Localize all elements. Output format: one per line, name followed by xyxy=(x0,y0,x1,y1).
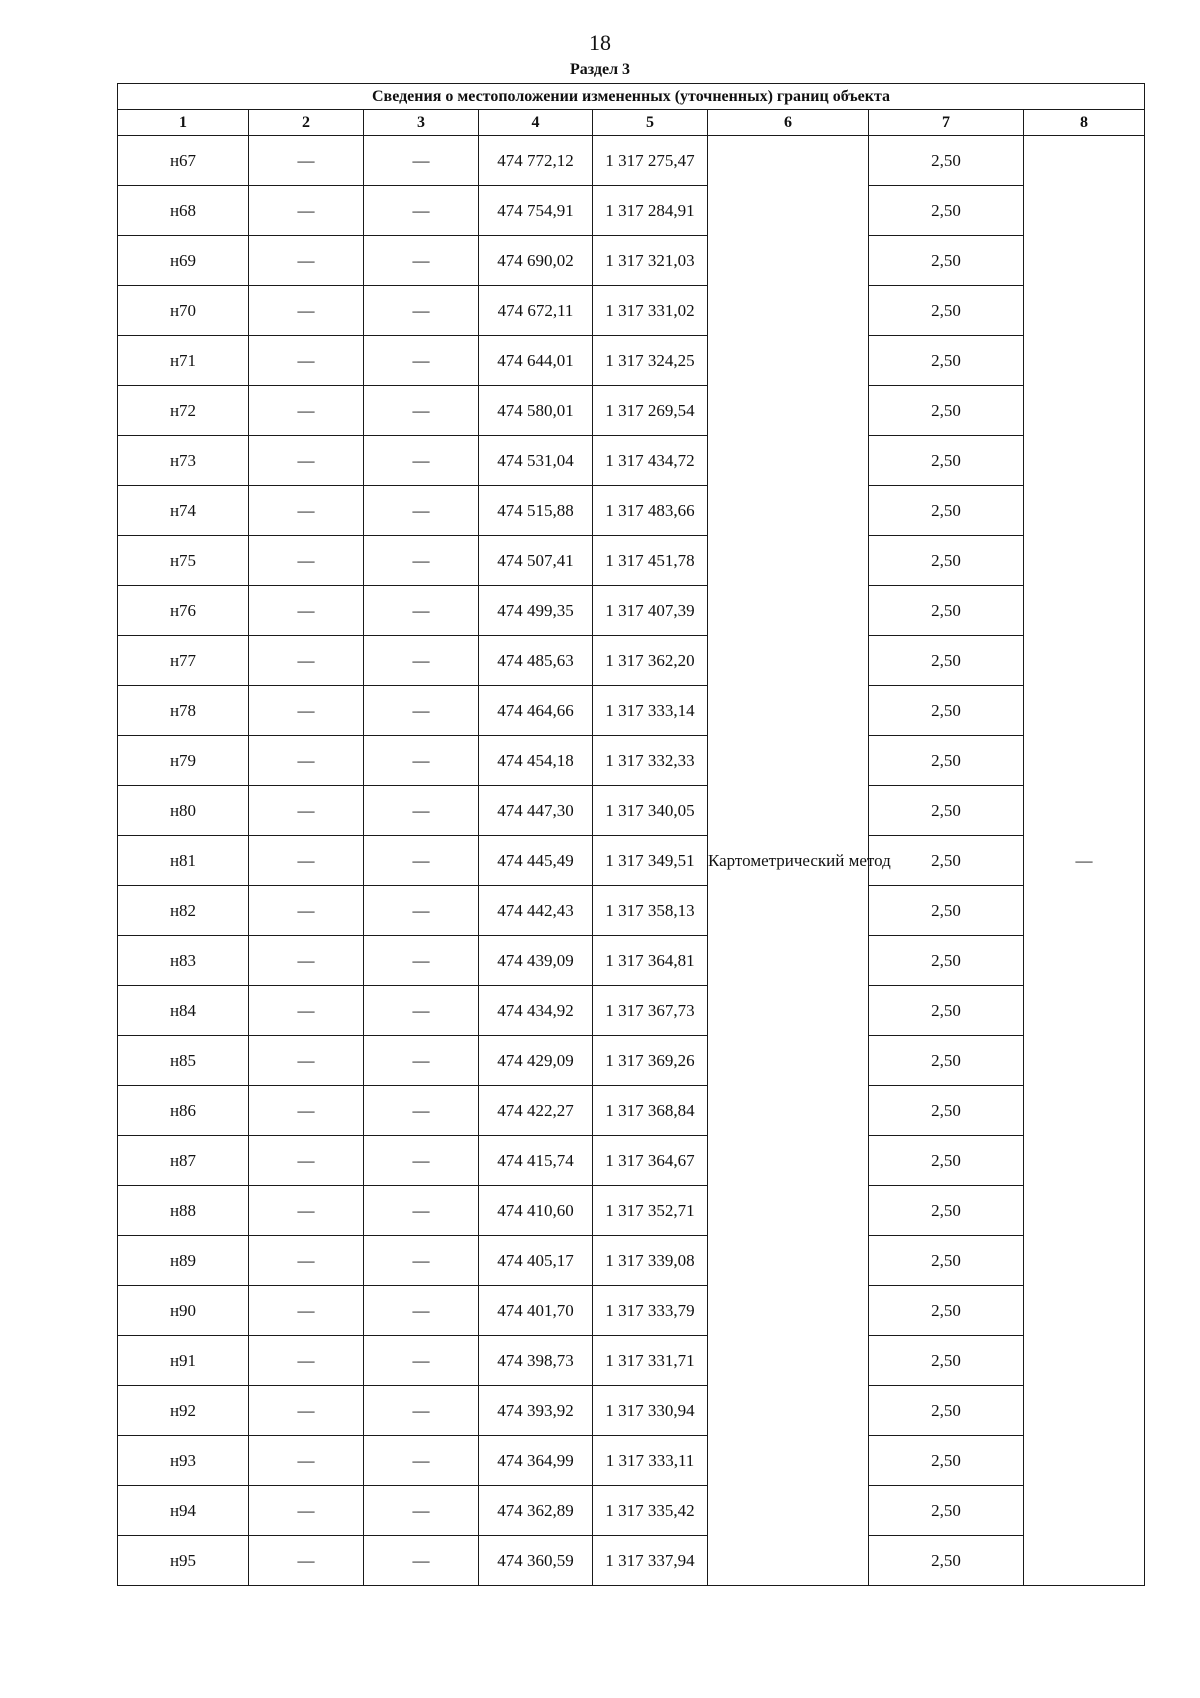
table-body xyxy=(118,136,1145,1586)
point-number-cell: н80 xyxy=(118,786,249,836)
col2-cell: — xyxy=(249,636,364,686)
y-coordinate-cell: 1 317 364,81 xyxy=(593,936,708,986)
section-title: Раздел 3 xyxy=(569,61,631,78)
precision-cell: 2,50 xyxy=(869,1136,1024,1186)
point-number-cell: н88 xyxy=(118,1186,249,1236)
col3-cell: — xyxy=(364,736,479,786)
point-number-cell: н82 xyxy=(118,886,249,936)
precision-cell: 2,50 xyxy=(869,1336,1024,1386)
col3-cell: — xyxy=(364,1136,479,1186)
col2-cell: — xyxy=(249,236,364,286)
point-number-cell: н83 xyxy=(118,936,249,986)
y-coordinate-cell: 1 317 352,71 xyxy=(593,1186,708,1236)
col3-cell: — xyxy=(364,1036,479,1086)
col2-cell: — xyxy=(249,886,364,936)
col2-cell: — xyxy=(249,1486,364,1536)
table-title: Сведения о местоположении измененных (уточненных) границ объекта xyxy=(118,84,1145,110)
x-coordinate-cell: 474 772,12 xyxy=(479,136,593,186)
y-coordinate-cell: 1 317 332,33 xyxy=(593,736,708,786)
y-coordinate-cell: 1 317 331,71 xyxy=(593,1336,708,1386)
column-number: 7 xyxy=(869,110,1024,136)
col2-cell: — xyxy=(249,136,364,186)
page-number: 18 xyxy=(589,30,611,55)
x-coordinate-cell: 474 672,11 xyxy=(479,286,593,336)
precision-cell: 2,50 xyxy=(869,1436,1024,1486)
col2-cell: — xyxy=(249,286,364,336)
table-row xyxy=(118,386,1145,436)
x-coordinate-cell: 474 429,09 xyxy=(479,1036,593,1086)
col2-cell: — xyxy=(249,1086,364,1136)
table-row xyxy=(118,286,1145,336)
col2-cell: — xyxy=(249,836,364,886)
precision-cell: 2,50 xyxy=(869,1036,1024,1086)
col2-cell: — xyxy=(249,936,364,986)
precision-cell: 2,50 xyxy=(869,1486,1024,1536)
point-number-cell: н72 xyxy=(118,386,249,436)
col3-cell: — xyxy=(364,386,479,436)
x-coordinate-cell: 474 360,59 xyxy=(479,1536,593,1586)
point-number-cell: н85 xyxy=(118,1036,249,1086)
col3-cell: — xyxy=(364,1386,479,1436)
x-coordinate-cell: 474 398,73 xyxy=(479,1336,593,1386)
precision-cell: 2,50 xyxy=(869,286,1024,336)
precision-cell: 2,50 xyxy=(869,886,1024,936)
table-row xyxy=(118,1486,1145,1536)
table-row xyxy=(118,736,1145,786)
col2-cell: — xyxy=(249,1386,364,1436)
col3-cell: — xyxy=(364,786,479,836)
point-number-cell: н78 xyxy=(118,686,249,736)
point-number-cell: н92 xyxy=(118,1386,249,1436)
x-coordinate-cell: 474 434,92 xyxy=(479,986,593,1036)
x-coordinate-cell: 474 754,91 xyxy=(479,186,593,236)
x-coordinate-cell: 474 415,74 xyxy=(479,1136,593,1186)
x-coordinate-cell: 474 454,18 xyxy=(479,736,593,786)
x-coordinate-cell: 474 405,17 xyxy=(479,1236,593,1286)
y-coordinate-cell: 1 317 333,79 xyxy=(593,1286,708,1336)
column-number: 4 xyxy=(479,110,593,136)
col3-cell: — xyxy=(364,686,479,736)
precision-cell: 2,50 xyxy=(869,686,1024,736)
col3-cell: — xyxy=(364,1486,479,1536)
y-coordinate-cell: 1 317 483,66 xyxy=(593,486,708,536)
table-row xyxy=(118,636,1145,686)
col2-cell: — xyxy=(249,186,364,236)
table-row xyxy=(118,836,1145,886)
precision-cell: 2,50 xyxy=(869,336,1024,386)
col2-cell: — xyxy=(249,536,364,586)
x-coordinate-cell: 474 531,04 xyxy=(479,436,593,486)
col2-cell: — xyxy=(249,1136,364,1186)
table-row xyxy=(118,1136,1145,1186)
precision-cell: 2,50 xyxy=(869,936,1024,986)
col2-cell: — xyxy=(249,986,364,1036)
col2-cell: — xyxy=(249,486,364,536)
col3-cell: — xyxy=(364,1286,479,1336)
precision-cell: 2,50 xyxy=(869,486,1024,536)
col2-cell: — xyxy=(249,436,364,486)
col3-cell: — xyxy=(364,586,479,636)
point-number-cell: н95 xyxy=(118,1536,249,1586)
col2-cell: — xyxy=(249,1236,364,1286)
point-number-cell: н76 xyxy=(118,586,249,636)
col8-cell: — xyxy=(1024,136,1145,1586)
col3-cell: — xyxy=(364,1086,479,1136)
point-number-cell: н68 xyxy=(118,186,249,236)
y-coordinate-cell: 1 317 333,11 xyxy=(593,1436,708,1486)
col3-cell: — xyxy=(364,286,479,336)
y-coordinate-cell: 1 317 364,67 xyxy=(593,1136,708,1186)
point-number-cell: н79 xyxy=(118,736,249,786)
point-number-cell: н81 xyxy=(118,836,249,886)
point-number-cell: н74 xyxy=(118,486,249,536)
point-number-cell: н75 xyxy=(118,536,249,586)
precision-cell: 2,50 xyxy=(869,1286,1024,1336)
column-number: 1 xyxy=(118,110,249,136)
x-coordinate-cell: 474 447,30 xyxy=(479,786,593,836)
y-coordinate-cell: 1 317 335,42 xyxy=(593,1486,708,1536)
y-coordinate-cell: 1 317 339,08 xyxy=(593,1236,708,1286)
y-coordinate-cell: 1 317 367,73 xyxy=(593,986,708,1036)
precision-cell: 2,50 xyxy=(869,1236,1024,1286)
table-row xyxy=(118,586,1145,636)
y-coordinate-cell: 1 317 284,91 xyxy=(593,186,708,236)
table-row xyxy=(118,886,1145,936)
col3-cell: — xyxy=(364,186,479,236)
col3-cell: — xyxy=(364,1536,479,1586)
x-coordinate-cell: 474 644,01 xyxy=(479,336,593,386)
table-row xyxy=(118,1436,1145,1486)
col2-cell: — xyxy=(249,586,364,636)
x-coordinate-cell: 474 362,89 xyxy=(479,1486,593,1536)
table-row xyxy=(118,936,1145,986)
table-row xyxy=(118,786,1145,836)
col3-cell: — xyxy=(364,436,479,486)
point-number-cell: н71 xyxy=(118,336,249,386)
precision-cell: 2,50 xyxy=(869,1386,1024,1436)
column-number: 8 xyxy=(1024,110,1145,136)
col2-cell: — xyxy=(249,786,364,836)
table-row xyxy=(118,1536,1145,1586)
table-row xyxy=(118,436,1145,486)
x-coordinate-cell: 474 445,49 xyxy=(479,836,593,886)
column-number: 3 xyxy=(364,110,479,136)
col2-cell: — xyxy=(249,1286,364,1336)
column-number: 6 xyxy=(708,110,869,136)
point-number-cell: н89 xyxy=(118,1236,249,1286)
col3-cell: — xyxy=(364,236,479,286)
col3-cell: — xyxy=(364,136,479,186)
y-coordinate-cell: 1 317 275,47 xyxy=(593,136,708,186)
col2-cell: — xyxy=(249,1186,364,1236)
point-number-cell: н94 xyxy=(118,1486,249,1536)
table-row xyxy=(118,1386,1145,1436)
table-row xyxy=(118,1286,1145,1336)
col3-cell: — xyxy=(364,1186,479,1236)
y-coordinate-cell: 1 317 331,02 xyxy=(593,286,708,336)
y-coordinate-cell: 1 317 451,78 xyxy=(593,536,708,586)
y-coordinate-cell: 1 317 368,84 xyxy=(593,1086,708,1136)
precision-cell: 2,50 xyxy=(869,436,1024,486)
x-coordinate-cell: 474 507,41 xyxy=(479,536,593,586)
x-coordinate-cell: 474 422,27 xyxy=(479,1086,593,1136)
precision-cell: 2,50 xyxy=(869,136,1024,186)
col3-cell: — xyxy=(364,636,479,686)
y-coordinate-cell: 1 317 324,25 xyxy=(593,336,708,386)
y-coordinate-cell: 1 317 407,39 xyxy=(593,586,708,636)
column-number-row xyxy=(118,110,1145,136)
method-cell xyxy=(708,136,891,1586)
precision-cell: 2,50 xyxy=(869,1536,1024,1586)
col3-cell: — xyxy=(364,986,479,1036)
col3-cell: — xyxy=(364,1336,479,1386)
table-row xyxy=(118,686,1145,736)
table-row xyxy=(118,1186,1145,1236)
x-coordinate-cell: 474 401,70 xyxy=(479,1286,593,1336)
precision-cell: 2,50 xyxy=(869,586,1024,636)
x-coordinate-cell: 474 464,66 xyxy=(479,686,593,736)
table-row xyxy=(118,1236,1145,1286)
col2-cell: — xyxy=(249,1336,364,1386)
y-coordinate-cell: 1 317 337,94 xyxy=(593,1536,708,1586)
column-number: 2 xyxy=(249,110,364,136)
precision-cell: 2,50 xyxy=(869,236,1024,286)
point-number-cell: н70 xyxy=(118,286,249,336)
point-number-cell: н90 xyxy=(118,1286,249,1336)
col3-cell: — xyxy=(364,536,479,586)
col3-cell: — xyxy=(364,836,479,886)
col2-cell: — xyxy=(249,686,364,736)
col2-cell: — xyxy=(249,1436,364,1486)
y-coordinate-cell: 1 317 269,54 xyxy=(593,386,708,436)
table-row xyxy=(118,536,1145,586)
point-number-cell: н86 xyxy=(118,1086,249,1136)
method-text: Картометрический метод xyxy=(708,850,891,870)
point-number-cell: н77 xyxy=(118,636,249,686)
col3-cell: — xyxy=(364,886,479,936)
x-coordinate-cell: 474 515,88 xyxy=(479,486,593,536)
point-number-cell: н87 xyxy=(118,1136,249,1186)
col2-cell: — xyxy=(249,1036,364,1086)
precision-cell: 2,50 xyxy=(869,636,1024,686)
col3-cell: — xyxy=(364,1236,479,1286)
table-row xyxy=(118,1036,1145,1086)
col3-cell: — xyxy=(364,486,479,536)
precision-cell: 2,50 xyxy=(869,986,1024,1036)
precision-cell: 2,50 xyxy=(869,1186,1024,1236)
table-row xyxy=(118,1086,1145,1136)
table-row xyxy=(118,236,1145,286)
x-coordinate-cell: 474 364,99 xyxy=(479,1436,593,1486)
y-coordinate-cell: 1 317 340,05 xyxy=(593,786,708,836)
col2-cell: — xyxy=(249,736,364,786)
precision-cell: 2,50 xyxy=(869,736,1024,786)
y-coordinate-cell: 1 317 321,03 xyxy=(593,236,708,286)
point-number-cell: н69 xyxy=(118,236,249,286)
col2-cell: — xyxy=(249,386,364,436)
point-number-cell: н91 xyxy=(118,1336,249,1386)
x-coordinate-cell: 474 442,43 xyxy=(479,886,593,936)
x-coordinate-cell: 474 690,02 xyxy=(479,236,593,286)
precision-cell: 2,50 xyxy=(869,386,1024,436)
x-coordinate-cell: 474 499,35 xyxy=(479,586,593,636)
y-coordinate-cell: 1 317 434,72 xyxy=(593,436,708,486)
precision-cell: 2,50 xyxy=(869,786,1024,836)
table-row xyxy=(118,136,1145,186)
table-row xyxy=(118,186,1145,236)
point-number-cell: н84 xyxy=(118,986,249,1036)
boundary-table xyxy=(117,83,1145,1586)
table-row xyxy=(118,1336,1145,1386)
y-coordinate-cell: 1 317 349,51 xyxy=(593,836,708,886)
y-coordinate-cell: 1 317 333,14 xyxy=(593,686,708,736)
col2-cell: — xyxy=(249,1536,364,1586)
x-coordinate-cell: 474 485,63 xyxy=(479,636,593,686)
point-number-cell: н73 xyxy=(118,436,249,486)
precision-cell: 2,50 xyxy=(869,1086,1024,1136)
table-row xyxy=(118,336,1145,386)
y-coordinate-cell: 1 317 330,94 xyxy=(593,1386,708,1436)
precision-cell: 2,50 xyxy=(869,836,1024,886)
precision-cell: 2,50 xyxy=(869,186,1024,236)
y-coordinate-cell: 1 317 358,13 xyxy=(593,886,708,936)
precision-cell: 2,50 xyxy=(869,536,1024,586)
x-coordinate-cell: 474 410,60 xyxy=(479,1186,593,1236)
point-number-cell: н93 xyxy=(118,1436,249,1486)
column-number: 5 xyxy=(593,110,708,136)
col2-cell: — xyxy=(249,336,364,386)
table-row xyxy=(118,486,1145,536)
x-coordinate-cell: 474 439,09 xyxy=(479,936,593,986)
col3-cell: — xyxy=(364,336,479,386)
y-coordinate-cell: 1 317 369,26 xyxy=(593,1036,708,1086)
col3-cell: — xyxy=(364,1436,479,1486)
point-number-cell: н67 xyxy=(118,136,249,186)
x-coordinate-cell: 474 393,92 xyxy=(479,1386,593,1436)
y-coordinate-cell: 1 317 362,20 xyxy=(593,636,708,686)
col3-cell: — xyxy=(364,936,479,986)
table-row xyxy=(118,986,1145,1036)
x-coordinate-cell: 474 580,01 xyxy=(479,386,593,436)
